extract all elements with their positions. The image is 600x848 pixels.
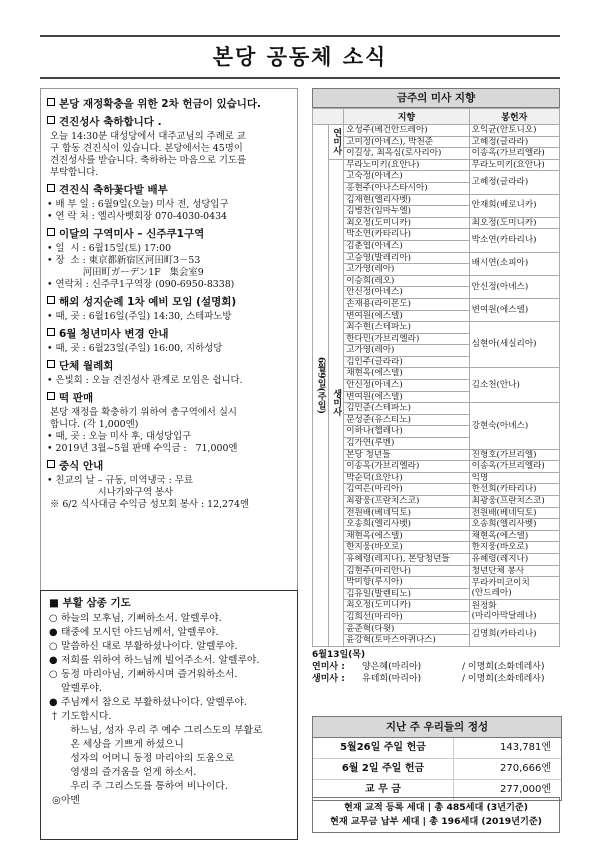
prayer-text: 아멘 (61, 795, 80, 806)
person-cell: 배시연(소피아) (469, 252, 559, 275)
intent-cell: 최오정(도미니카) (344, 600, 469, 612)
intent-cell: 채현옥(에스델) (344, 530, 469, 542)
intent-cell: 본당 청년들 (344, 449, 469, 461)
extra-date: 6월13일(목) (312, 649, 366, 660)
intent-cell: 이하나(헬레나) (344, 426, 469, 438)
prayer-mark-icon: ● (49, 655, 58, 666)
table-row (313, 322, 560, 334)
prayer-text: 주님께서 참으로 부활하셨나이다. 알렐루야. (61, 697, 247, 708)
table-row (313, 565, 560, 577)
notice-line: • 장 소 : 東京都新宿区河田町3－53 (47, 255, 201, 266)
table-row (313, 577, 560, 589)
header-intent: 지향 (344, 109, 469, 125)
intent-cell: 이승희(레오) (344, 275, 469, 287)
extra-by: 이명희(소화데레사) (467, 661, 545, 672)
intent-cell: 김유일(발렌티노) (344, 588, 469, 600)
intent-cell: 고가영(레아) (344, 264, 469, 276)
square-bullet-icon (47, 228, 55, 236)
intent-cell: 변여원(에스델) (344, 310, 469, 322)
table-row (313, 275, 560, 287)
prayer-line (49, 794, 289, 808)
person-cell: 이송옥(가브리엘라) (469, 461, 559, 473)
table-row (313, 542, 560, 554)
prayer-line (49, 780, 289, 794)
prayer-line (49, 668, 289, 682)
table-row (313, 449, 560, 461)
offering-label: 6월 2일 주일 헌금 (313, 759, 454, 779)
square-bullet-icon (47, 460, 55, 468)
person-cell: 최오정(도미니카) (469, 217, 559, 229)
intent-cell: 변여원(에스델) (344, 391, 469, 403)
prayer-line (49, 696, 289, 710)
prayer-mark-icon: † (49, 711, 58, 722)
notice-line: • 2019년 3월~5월 판매 수익금 : 71,000엔 (47, 443, 238, 454)
notice-line: ※ 6/2 식사대금 수익금 성모회 봉사 : 12,274엔 (47, 499, 249, 510)
prayer-line (49, 640, 289, 654)
intent-cell: 김인주(글라라) (344, 356, 469, 368)
person-cell: 심현아(세실리아) (469, 322, 559, 368)
prayer-line (49, 710, 289, 724)
prayer-line (49, 654, 289, 668)
notice-body (47, 131, 291, 179)
intent-cell: 박소연(카타리나) (344, 229, 469, 241)
intent-cell: 김가연(루멘) (344, 438, 469, 450)
notice-body (47, 311, 291, 323)
intent-cell: 문성준(유스티노) (344, 414, 469, 426)
intent-cell: 무라노미키(요안나) (344, 159, 469, 171)
notice-title (47, 327, 291, 341)
offering-label: 교 무 금 (313, 780, 454, 800)
extra-who: 유테희(마리아) (362, 673, 422, 684)
notice-body (47, 199, 291, 223)
notice-body (47, 407, 291, 455)
extra-by: 이명희(소화데레사) (467, 673, 545, 684)
person-cell: 원정화 (마리아막달레나) (469, 600, 559, 623)
prayer-line (49, 766, 289, 780)
person-cell: 전원배(베네딕토) (469, 507, 559, 519)
extra-row: 연미사 : 양은혜(마리아) / 이명희(소화데레사) (312, 661, 545, 672)
offering-title: 지난 주 우리들의 정성 (313, 717, 561, 738)
intent-cell: 안신정(아녜스) (344, 287, 469, 299)
offering-box (312, 716, 562, 801)
table-row (313, 484, 560, 496)
intent-cell: 고가영(레아) (344, 345, 469, 357)
person-cell: 무라카미코이치 (안드레아) (469, 577, 559, 600)
table-row (313, 171, 560, 183)
intent-cell: 박미향(루시아) (344, 577, 469, 589)
offering-row (313, 738, 561, 759)
notice-line: • 때, 곳 : 오늘 미사 후, 대성당입구 (47, 431, 192, 442)
intent-cell: 윤준혁(다윗) (344, 623, 469, 635)
intent-cell: 안신정(아녜스) (344, 380, 469, 392)
table-row (313, 252, 560, 264)
offering-rows (313, 738, 561, 800)
person-cell: 한선희(카타리나) (469, 484, 559, 496)
intent-cell: 오성주(베건안드레아) (344, 125, 469, 137)
offering-label: 5월26일 주일 헌금 (313, 738, 454, 758)
extra-label: 생미사 : (312, 673, 345, 684)
footer (312, 797, 560, 833)
notice-line: 오늘 14:30분 대성당에서 대주교님의 주례로 교 (47, 131, 246, 142)
intent-cell: 전원배(베네딕토) (344, 507, 469, 519)
footer-line-2: 현재 교무금 납부 세대 | 총 196세대 (2019년기준) (329, 816, 543, 827)
table-row (313, 461, 560, 473)
intent-cell: 김민준(스테파노) (344, 403, 469, 415)
intent-cell: 이송옥(가브리엘라) (344, 461, 469, 473)
living-label: 생미사 (328, 159, 344, 646)
notice-title-text: 견진성사 축하합니다 . (59, 116, 162, 128)
notice-body (47, 475, 291, 511)
extra-mass (312, 649, 560, 685)
prayer-mark-icon: ● (49, 627, 58, 638)
person-cell: 익명 (469, 472, 559, 484)
page-title: 본당 공동체 소식 (40, 35, 560, 79)
notice-title (47, 227, 291, 241)
offering-value: 270,666엔 (499, 763, 551, 774)
offering-row (313, 759, 561, 780)
square-bullet-icon (47, 98, 55, 106)
table-header (313, 109, 560, 125)
intent-cell: 오송희(엘리사벳) (344, 519, 469, 531)
intent-cell: 김현주(마리안나) (344, 565, 469, 577)
intent-cell: 윤강혁(토마스아퀴나스) (344, 635, 469, 647)
notice-line: • 배 부 일 : 6월9일(오늘) 미사 전, 성당입구 (47, 199, 229, 210)
intent-cell: 최오정(도미니카) (344, 217, 469, 229)
prayer-text: 하느님, 성자 우리 주 예수 그리스도의 부활로 (61, 725, 263, 736)
prayer-line (49, 626, 289, 640)
extra-who: 양은혜(마리아) (362, 661, 422, 672)
person-cell: 오익균(안토니오) (469, 125, 559, 137)
person-cell: 강현숙(아녜스) (469, 403, 559, 449)
notice-title (47, 359, 291, 373)
notice-title (47, 459, 291, 473)
square-bullet-icon (47, 116, 55, 124)
prayer-text: 알렐루야. (61, 683, 102, 694)
intent-cell: 채현옥(에스델) (344, 368, 469, 380)
prayer-lines (49, 612, 289, 808)
prayer-mark-icon: ○ (49, 669, 58, 680)
table-row (313, 229, 560, 241)
notice-title (47, 97, 291, 111)
intent-cell: 고미정(아녜스), 박천준 (344, 136, 469, 148)
prayer-text: 기도합시다. (61, 711, 112, 722)
person-cell: 진형호(가브리엘) (469, 449, 559, 461)
person-cell: 이송옥(가브리엘라) (469, 148, 559, 160)
notice-line: • 연락처 : 신주쿠1구역장 (090-6950-8338) (47, 279, 235, 290)
notice-line: • 일 시 : 6월15일(토) 17:00 (47, 243, 172, 254)
table-row (313, 530, 560, 542)
prayer-mark-icon: ● (49, 697, 58, 708)
table-row (313, 136, 560, 148)
table-row (313, 194, 560, 206)
offering-value: 143,781엔 (499, 742, 551, 753)
person-cell: 청년단체 봉사 (469, 565, 559, 577)
table-row (313, 125, 560, 137)
notice-body (47, 243, 291, 291)
intent-cell: 김병찬(임마누엘) (344, 206, 469, 218)
prayer-text: 성자의 어머니 동정 마리아의 도움으로 (61, 753, 235, 764)
intent-cell: 고숙정(아녜스) (344, 171, 469, 183)
extra-row: 생미사 : 유테희(마리아) / 이명희(소화데레사) (312, 673, 545, 684)
person-cell: 안재희(베로니카) (469, 194, 559, 217)
requiem-label: 연미사 (328, 125, 344, 160)
prayer-line (49, 682, 289, 696)
table-row (313, 496, 560, 508)
prayer-line (49, 752, 289, 766)
intent-cell: 최수현(스테파노) (344, 322, 469, 334)
notice-body (47, 343, 291, 355)
person-cell: 고혜정(글라라) (469, 136, 559, 148)
prayer-text: 우리 주 그리스도를 통하여 비나이다. (61, 781, 228, 792)
square-bullet-icon (47, 360, 55, 368)
intentions-title: 금주의 미사 지향 (312, 88, 560, 108)
prayer-text: 말씀하신 대로 부활하셨나이다. 알렐루야. (61, 641, 238, 652)
notice-body (47, 375, 291, 387)
notice-title-text: 본당 재정확충을 위한 2차 헌금이 있습니다. (59, 98, 262, 110)
prayer-text: 태중에 모시던 아드님께서, 알렐루야. (61, 627, 219, 638)
table-row (313, 519, 560, 531)
notice-title (47, 391, 291, 405)
person-cell: 오송희(엘리사벳) (469, 519, 559, 531)
person-cell: 안신정(아녜스) (469, 275, 559, 298)
notice-line: • 친교의 날 – 규동, 미역냉국 : 무료 (47, 475, 193, 486)
prayer-mark-icon: ◎ (49, 795, 61, 806)
mass-date: 6월9일(주일) (313, 125, 329, 647)
intent-cell: 한다민(가브리엘라) (344, 333, 469, 345)
footer-box (312, 797, 560, 833)
notice-line: 시나가와구역 봉사 (47, 487, 174, 498)
intent-cell: 고승영(발레리아) (344, 252, 469, 264)
header-person: 봉헌자 (469, 109, 559, 125)
prayer-title-text: 부활 삼종 기도 (62, 597, 131, 609)
prayer-line (49, 724, 289, 738)
footer-line-1: 현재 교적 등록 세대 | 총 485세대 (3년기준) (344, 802, 528, 813)
prayer-text: 영생의 즐거움을 얻게 하소서. (61, 767, 197, 778)
prayer-box (40, 590, 298, 840)
table-row (313, 623, 560, 635)
intent-cell: 김희선(마리아) (344, 611, 469, 623)
prayer-text: 저희를 위하여 하느님께 빌어주소서. 알렐루야. (61, 655, 260, 666)
person-cell: 최광웅(프란치스코) (469, 496, 559, 508)
table-row (313, 159, 560, 171)
notice-line: 河田町ガーデン1F 集会室9 (47, 267, 204, 278)
notice-title-text: 견진식 축하꽃다발 배부 (59, 184, 168, 196)
prayer-mark-icon: ○ (49, 641, 58, 652)
person-cell: 한지웅(바오로) (469, 542, 559, 554)
square-bullet-icon (47, 184, 55, 192)
intent-cell: 유혜령(레지나), 본당청년들 (344, 553, 469, 565)
prayer-line (49, 738, 289, 752)
notice-line: 견진성사를 받습니다. 축하하는 마음으로 기도를 (47, 155, 247, 166)
notice-title-text: 6월 청년미사 변경 안내 (59, 328, 169, 340)
intentions-panel (312, 88, 560, 685)
prayer-mark-icon: ○ (49, 613, 58, 624)
intent-cell: 김재현(엘리사벳) (344, 194, 469, 206)
notice-line: 본당 재정을 확충하기 위하여 총구역에서 실시 (47, 407, 237, 418)
person-cell: 김명희(카타리나) (469, 623, 559, 646)
table-row (313, 298, 560, 310)
person-cell: 고혜정(글라라) (469, 171, 559, 194)
notice-title-text: 떡 판매 (59, 392, 94, 404)
person-cell: 박소연(카타리나) (469, 229, 559, 252)
table-row (313, 600, 560, 612)
intentions-table (312, 108, 560, 647)
prayer-text: 하늘의 모후님, 기뻐하소서. 알렐루야. (61, 613, 222, 624)
notice-line: 합니다. (각 1,000엔) (47, 419, 139, 430)
notice-line: • 때, 곳 : 6월23일(주일) 16:00, 지하성당 (47, 343, 223, 354)
prayer-text: 온 세상을 기쁘게 하셨으니 (61, 739, 184, 750)
square-bullet-icon (47, 328, 55, 336)
square-bullet-icon (47, 392, 55, 400)
intent-cell: 김춘엽(아녜스) (344, 240, 469, 252)
notice-line: 부탁합니다. (47, 167, 99, 178)
notice-line: • 때, 곳 : 6월16일(주일) 14:30, 스테파노방 (47, 311, 232, 322)
table-row (313, 148, 560, 160)
square-bullet-icon (47, 296, 55, 304)
notice-title (47, 115, 291, 129)
extra-rows (312, 661, 560, 685)
person-cell: 무라노미키(요안나) (469, 159, 559, 171)
table-row (313, 403, 560, 415)
person-cell: 김소천(안나) (469, 368, 559, 403)
extra-label: 연미사 : (312, 661, 345, 672)
prayer-title: ■ 부활 삼종 기도 (49, 597, 131, 609)
notice-title-text: 이달의 구역미사 – 신주쿠1구역 (59, 228, 205, 240)
prayer-text: 동정 마리아님, 기뻐하시며 즐거워하소서. (61, 669, 238, 680)
notice-title (47, 183, 291, 197)
notice-line: • 은빛회 : 오늘 견진성사 관계로 모임은 쉽니다. (47, 375, 243, 386)
intent-cell: 이길상, 최옥심(로사리아) (344, 148, 469, 160)
notice-title-text: 단체 월례회 (59, 360, 114, 372)
person-cell: 채현옥(에스델) (469, 530, 559, 542)
notice-line: 구 합동 견진식이 있습니다. 본당에서는 45명이 (47, 143, 243, 154)
person-cell: 유혜령(레지나) (469, 553, 559, 565)
intent-cell: 홍현주(아나스타시아) (344, 182, 469, 194)
table-row (313, 507, 560, 519)
prayer-line (49, 612, 289, 626)
table-row (313, 368, 560, 380)
notice-title (47, 295, 291, 309)
intent-cell: 김여은(마리아) (344, 484, 469, 496)
table-row (313, 472, 560, 484)
notice-title-text: 중식 안내 (59, 460, 104, 472)
table-row (313, 553, 560, 565)
intent-cell: 한지웅(바오로) (344, 542, 469, 554)
intent-cell: 최광웅(프란치스코) (344, 496, 469, 508)
offering-value: 277,000엔 (499, 784, 551, 795)
table-row (313, 217, 560, 229)
intent-cell: 손재용(라이몬도) (344, 298, 469, 310)
notice-line: • 연 락 처 : 엘리사벳회장 070-4030-0434 (47, 211, 228, 222)
person-cell: 변여원(에스델) (469, 298, 559, 321)
notice-title-text: 해외 성지순례 1차 예비 모임 (설명회) (59, 296, 237, 308)
header-blank (313, 109, 344, 125)
intent-cell: 박순덕(요안나) (344, 472, 469, 484)
